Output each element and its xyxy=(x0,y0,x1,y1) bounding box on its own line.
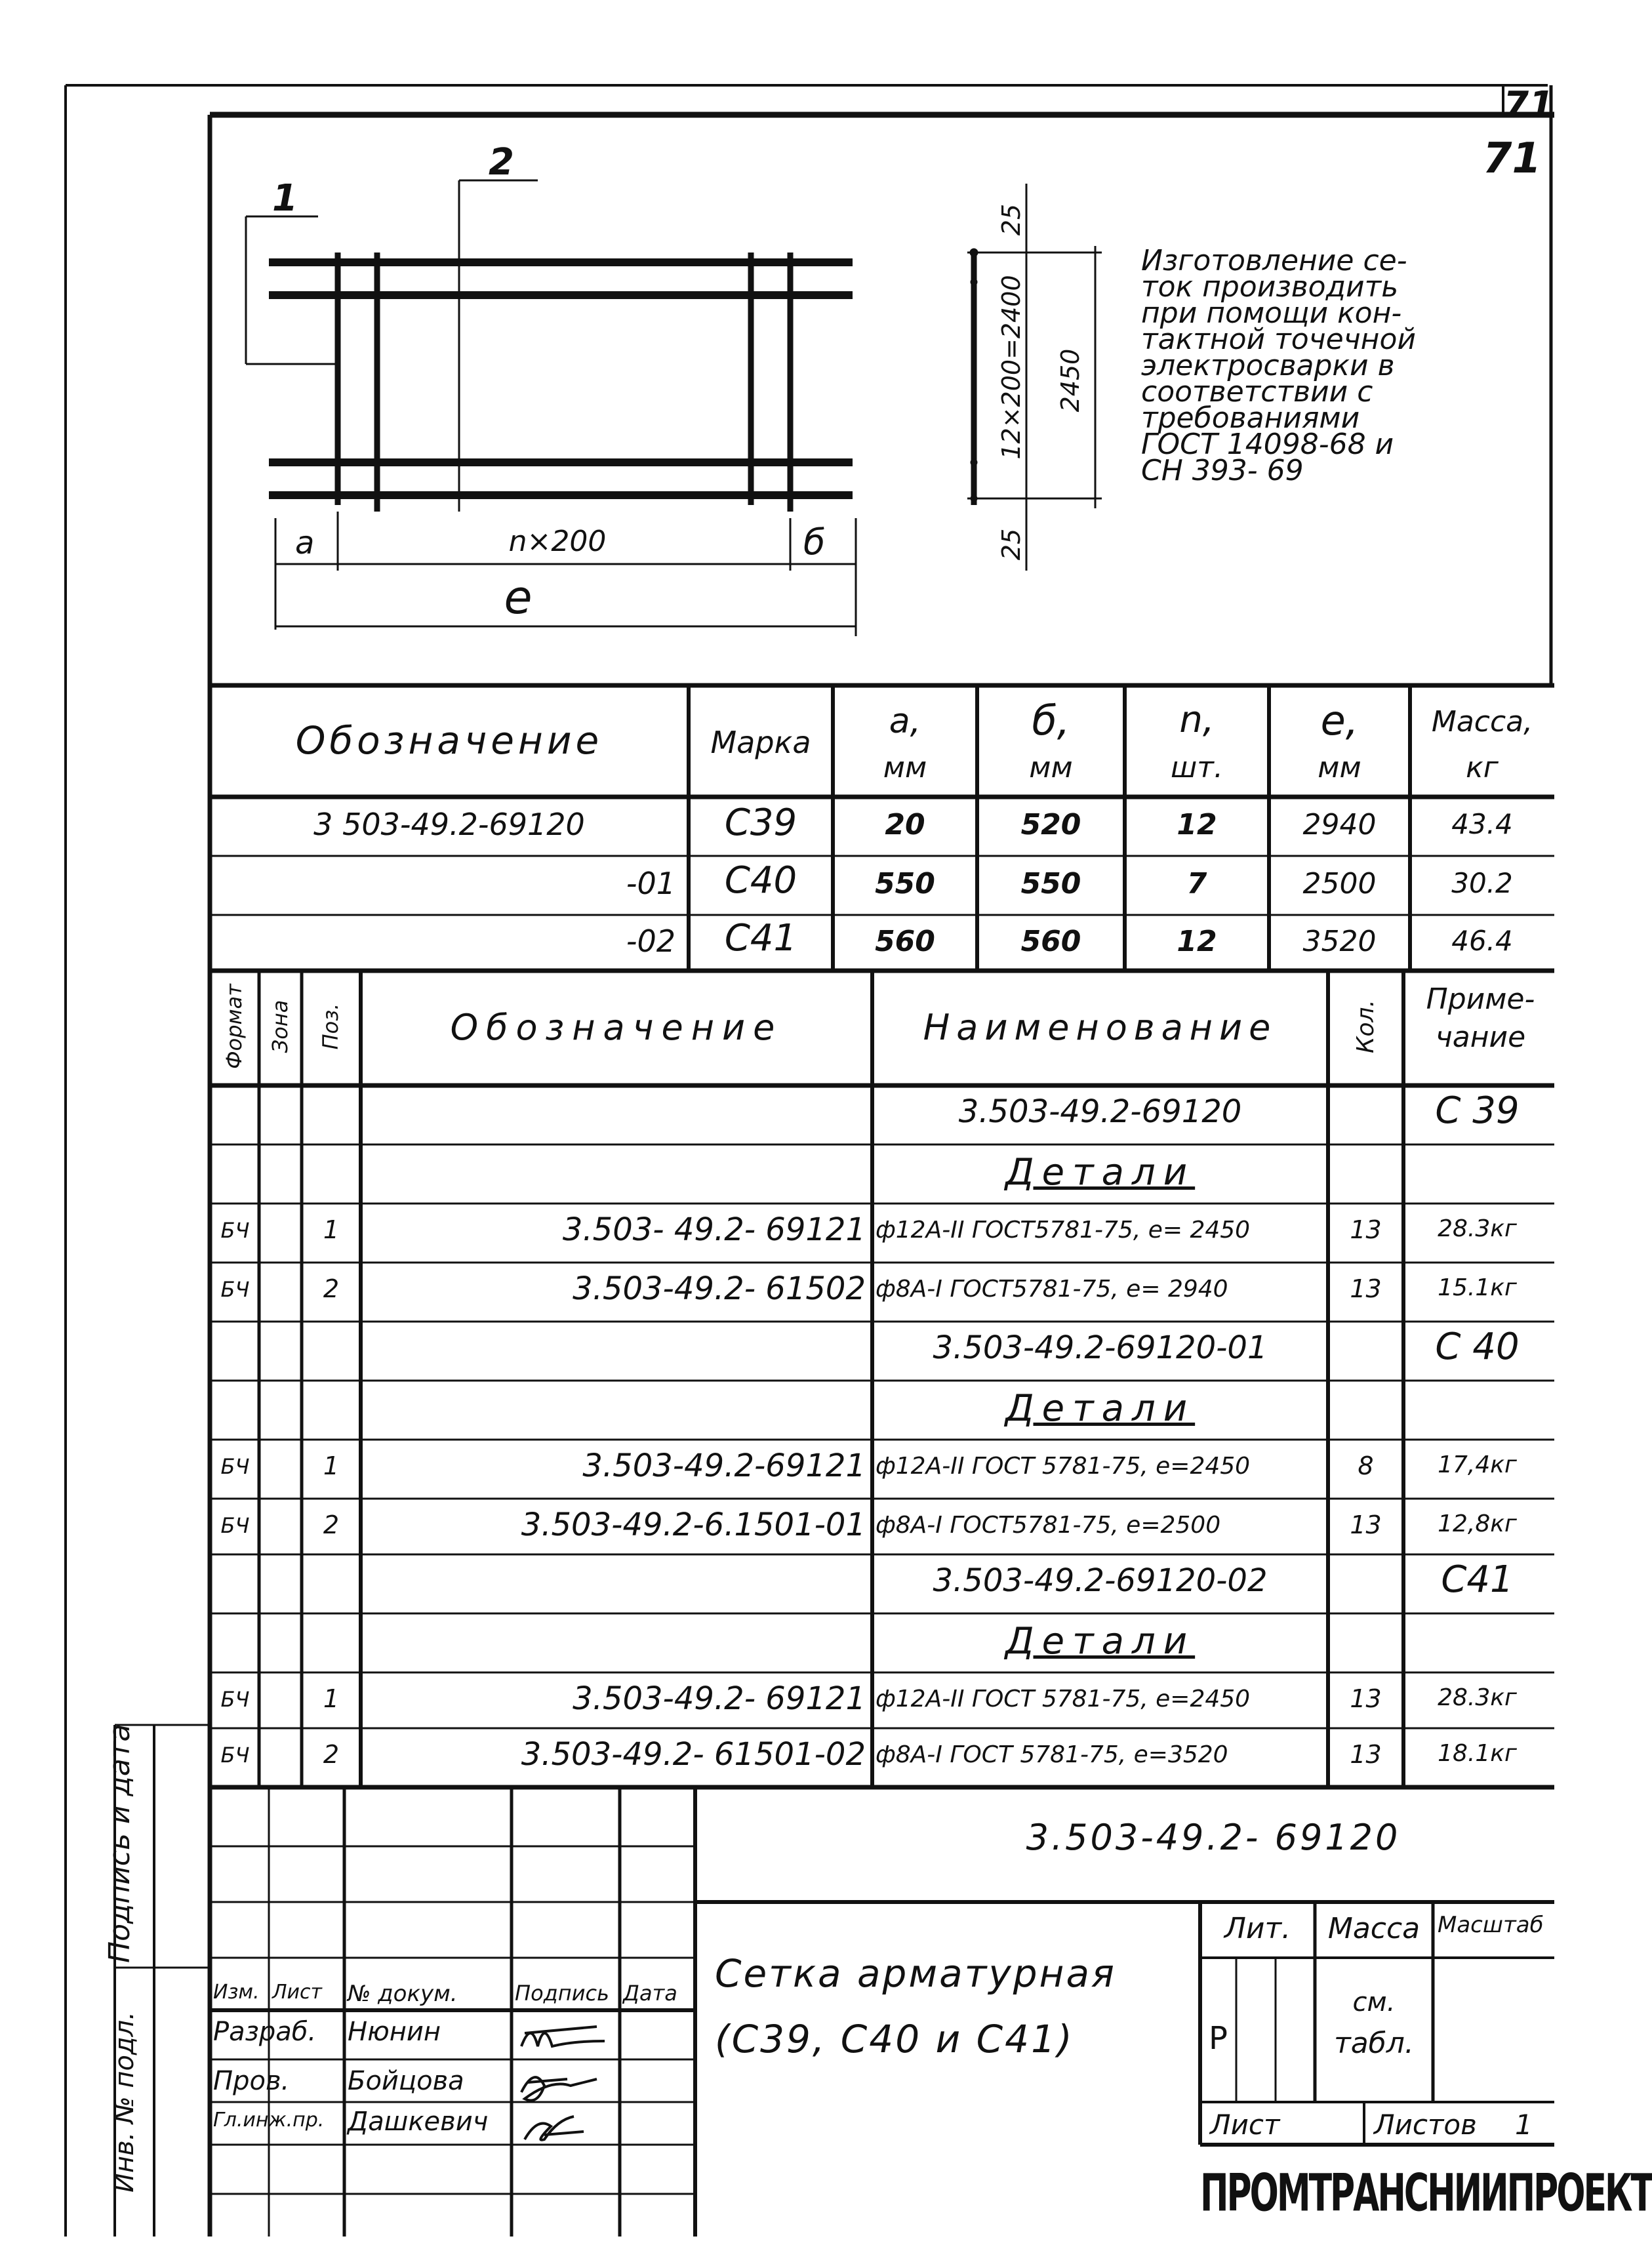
t1-cell-e: 3520 xyxy=(1302,925,1377,958)
dim-label-n: n×200 xyxy=(508,525,607,558)
note-line: требованиями xyxy=(1141,401,1360,435)
t1-cell-n: 12 xyxy=(1177,808,1217,841)
tb-mass-label: Масса xyxy=(1327,1912,1420,1945)
spec-cell-format: БЧ xyxy=(220,1454,250,1479)
tb-lit-label: Лит. xyxy=(1224,1912,1291,1945)
tb-mass-value-2: табл. xyxy=(1334,2027,1414,2060)
tb-label-date: Дата xyxy=(623,1981,677,2006)
spec-header-note: Приме- чание xyxy=(1426,982,1535,1054)
spec-cell-qty: 13 xyxy=(1350,1740,1382,1769)
t1-header-a: а, xyxy=(889,702,921,741)
tb-person: Бойцова xyxy=(348,2066,464,2096)
spec-cell-pos: 1 xyxy=(323,1684,340,1713)
spec-header-format: Формат xyxy=(222,984,247,1069)
dim-label-a: a xyxy=(295,525,315,561)
t1-header-designation: Обозначение xyxy=(295,718,603,763)
t1-header-n-unit: шт. xyxy=(1171,751,1223,784)
t1-cell-mass: 43.4 xyxy=(1451,808,1513,840)
t1-header-e-unit: мм xyxy=(1318,751,1361,784)
spec-cell-name: ф8А-I ГОСТ5781-75, e=2500 xyxy=(876,1512,1221,1539)
leader-label-1: 1 xyxy=(272,177,298,220)
tb-role: Гл.инж.пр. xyxy=(213,2109,325,2132)
spec-cell-format: БЧ xyxy=(220,1218,250,1243)
spec-cell-note: 17,4кг xyxy=(1438,1451,1517,1478)
t1-cell-e: 2500 xyxy=(1302,867,1377,901)
t1-cell-b: 560 xyxy=(1020,925,1081,958)
t1-cell-a: 560 xyxy=(875,925,935,958)
side-stamp-sign-date: Подпись и дата xyxy=(103,1724,136,1963)
section-dim-25-bottom: 25 xyxy=(997,528,1026,561)
spec-cell-format: БЧ xyxy=(220,1743,250,1768)
title-block-doc-number: 3.503-49.2- 69120 xyxy=(1026,1817,1401,1858)
spec-cell-name: ф8А-I ГОСТ5781-75, e= 2940 xyxy=(876,1276,1228,1303)
t1-cell-mark: С40 xyxy=(724,859,797,902)
spec-cell-name: ф12А-II ГОСТ5781-75, e= 2450 xyxy=(876,1217,1251,1244)
note-line: тактной точечной xyxy=(1141,323,1416,356)
tb-sheets-label: Листов xyxy=(1374,2109,1477,2141)
tb-lit-value: Р xyxy=(1209,2020,1228,2057)
t1-header-b: б, xyxy=(1032,697,1070,744)
t1-cell-b: 520 xyxy=(1020,808,1081,841)
spec-cell-qty: 13 xyxy=(1350,1510,1382,1539)
tb-role: Пров. xyxy=(213,2066,290,2096)
t1-cell-mark: С39 xyxy=(724,801,797,844)
spec-header-designation: Обозначение xyxy=(450,1007,783,1048)
t1-cell-mass: 30.2 xyxy=(1451,867,1513,899)
spec-cell-note: 12,8кг xyxy=(1438,1510,1517,1537)
t1-header-mass: Масса, xyxy=(1431,705,1533,739)
spec-cell-designation: 3.503- 49.2- 69121 xyxy=(562,1211,866,1248)
spec-cell-note: С 40 xyxy=(1435,1326,1520,1368)
tb-label-doc: № докум. xyxy=(348,1981,458,2007)
leader-label-2: 2 xyxy=(489,141,514,184)
title-line-2: (С39, С40 и С41) xyxy=(715,2017,1074,2061)
fabrication-note xyxy=(1141,244,1416,487)
note-line: Изготовление се- xyxy=(1141,244,1407,277)
spec-cell-designation: 3.503-49.2- 61502 xyxy=(573,1270,866,1307)
spec-header-pos: Поз. xyxy=(318,1003,343,1050)
tb-sheet-label: Лист xyxy=(1210,2109,1280,2141)
spec-cell-qty: 13 xyxy=(1350,1684,1382,1713)
spec-cell-format: БЧ xyxy=(220,1687,250,1712)
tb-label-izm: Изм. xyxy=(213,1981,260,2004)
note-line: ГОСТ 14098-68 и xyxy=(1141,428,1394,461)
spec-cell-format: БЧ xyxy=(220,1513,250,1538)
t1-header-e: e, xyxy=(1320,697,1359,744)
t1-cell-e: 2940 xyxy=(1302,808,1377,841)
note-line: соответствии с xyxy=(1141,375,1373,409)
spec-cell-pos: 2 xyxy=(323,1274,340,1303)
t1-cell-mass: 46.4 xyxy=(1451,925,1513,957)
spec-cell-qty: 13 xyxy=(1350,1215,1382,1244)
title-line-1: Сетка арматурная xyxy=(715,1951,1116,1996)
spec-cell-note: С41 xyxy=(1441,1558,1514,1601)
t1-cell-designation: -01 xyxy=(626,866,675,901)
side-stamp-inv-no: Инв. № подл. xyxy=(110,2012,140,2193)
note-line: ток производить xyxy=(1141,270,1399,304)
section-dim-25-top: 25 xyxy=(997,203,1026,236)
page-number-handwritten: 71 xyxy=(1482,134,1541,183)
spec-cell-note: 28.3кг xyxy=(1438,1215,1517,1242)
spec-cell-note: С 39 xyxy=(1435,1089,1520,1132)
t1-cell-designation: -02 xyxy=(626,923,675,959)
spec-header-zone: Зона xyxy=(268,1000,292,1053)
spec-section-heading: Детали xyxy=(1005,1151,1196,1194)
t1-cell-a: 20 xyxy=(885,808,925,841)
t1-header-mark: Марка xyxy=(710,725,811,760)
spec-header-name: Наименование xyxy=(923,1007,1278,1048)
spec-cell-designation: 3.503-49.2- 69121 xyxy=(573,1680,866,1717)
tb-mass-value-1: см. xyxy=(1352,1987,1396,2017)
spec-header-qty: Кол. xyxy=(1352,999,1379,1054)
tb-role: Разраб. xyxy=(213,2017,317,2047)
spec-cell-pos: 2 xyxy=(323,1510,340,1539)
spec-cell-designation: 3.503-49.2-69121 xyxy=(582,1447,866,1484)
t1-header-n: n, xyxy=(1179,698,1215,741)
spec-section-heading: Детали xyxy=(1005,1620,1196,1663)
spec-assembly-name: 3.503-49.2-69120 xyxy=(958,1093,1242,1130)
spec-cell-qty: 13 xyxy=(1350,1274,1382,1303)
note-line: электросварки в xyxy=(1141,349,1395,382)
spec-cell-pos: 2 xyxy=(323,1740,340,1769)
t1-cell-designation: 3 503-49.2-69120 xyxy=(313,807,585,842)
spec-assembly-name: 3.503-49.2-69120-01 xyxy=(933,1329,1268,1366)
spec-cell-note: 28.3кг xyxy=(1438,1684,1517,1711)
spec-cell-designation: 3.503-49.2-6.1501-01 xyxy=(521,1507,866,1543)
tb-organization: ПРОМТРАНСНИИПРОЕКТ xyxy=(1200,2164,1652,2223)
spec-cell-pos: 1 xyxy=(323,1215,340,1244)
mesh-plan-view xyxy=(246,180,856,636)
spec-cell-note: 15.1кг xyxy=(1438,1274,1517,1301)
section-dim-12x200: 12×200=2400 xyxy=(997,275,1026,460)
tb-label-sign: Подпись xyxy=(515,1981,609,2006)
spec-cell-qty: 8 xyxy=(1358,1451,1374,1480)
note-line: при помощи кон- xyxy=(1141,296,1402,330)
note-line: СН 393- 69 xyxy=(1141,454,1304,487)
spec-cell-format: БЧ xyxy=(220,1277,250,1302)
t1-cell-n: 7 xyxy=(1186,867,1207,901)
tb-person: Нюнин xyxy=(348,2017,441,2047)
page-number: 71 xyxy=(1503,84,1554,127)
t1-cell-b: 550 xyxy=(1020,867,1081,901)
tb-person: Дашкевич xyxy=(348,2107,489,2137)
t1-cell-n: 12 xyxy=(1177,925,1217,958)
tb-label-list: Лист xyxy=(272,1981,323,2004)
t1-cell-a: 550 xyxy=(875,867,935,901)
spec-section-heading: Детали xyxy=(1005,1387,1196,1430)
t1-header-mass-unit: кг xyxy=(1466,751,1499,784)
dim-label-e: e xyxy=(504,571,533,624)
spec-cell-designation: 3.503-49.2- 61501-02 xyxy=(521,1736,866,1773)
spec-assembly-name: 3.503-49.2-69120-02 xyxy=(933,1562,1268,1599)
t1-cell-mark: С41 xyxy=(724,917,797,960)
tb-sheets-value: 1 xyxy=(1515,2109,1533,2141)
spec-cell-name: ф12А-II ГОСТ 5781-75, e=2450 xyxy=(876,1453,1251,1480)
spec-cell-note: 18.1кг xyxy=(1438,1740,1517,1767)
spec-cell-pos: 1 xyxy=(323,1451,340,1480)
spec-cell-name: ф8А-I ГОСТ 5781-75, e=3520 xyxy=(876,1741,1228,1768)
t1-header-b-unit: мм xyxy=(1029,751,1073,784)
tb-scale-label: Масштаб xyxy=(1438,1912,1544,1938)
t1-header-a-unit: мм xyxy=(883,751,927,784)
section-dim-2450: 2450 xyxy=(1056,348,1085,413)
spec-cell-name: ф12А-II ГОСТ 5781-75, e=2450 xyxy=(876,1686,1251,1712)
dim-label-b: б xyxy=(803,521,826,563)
